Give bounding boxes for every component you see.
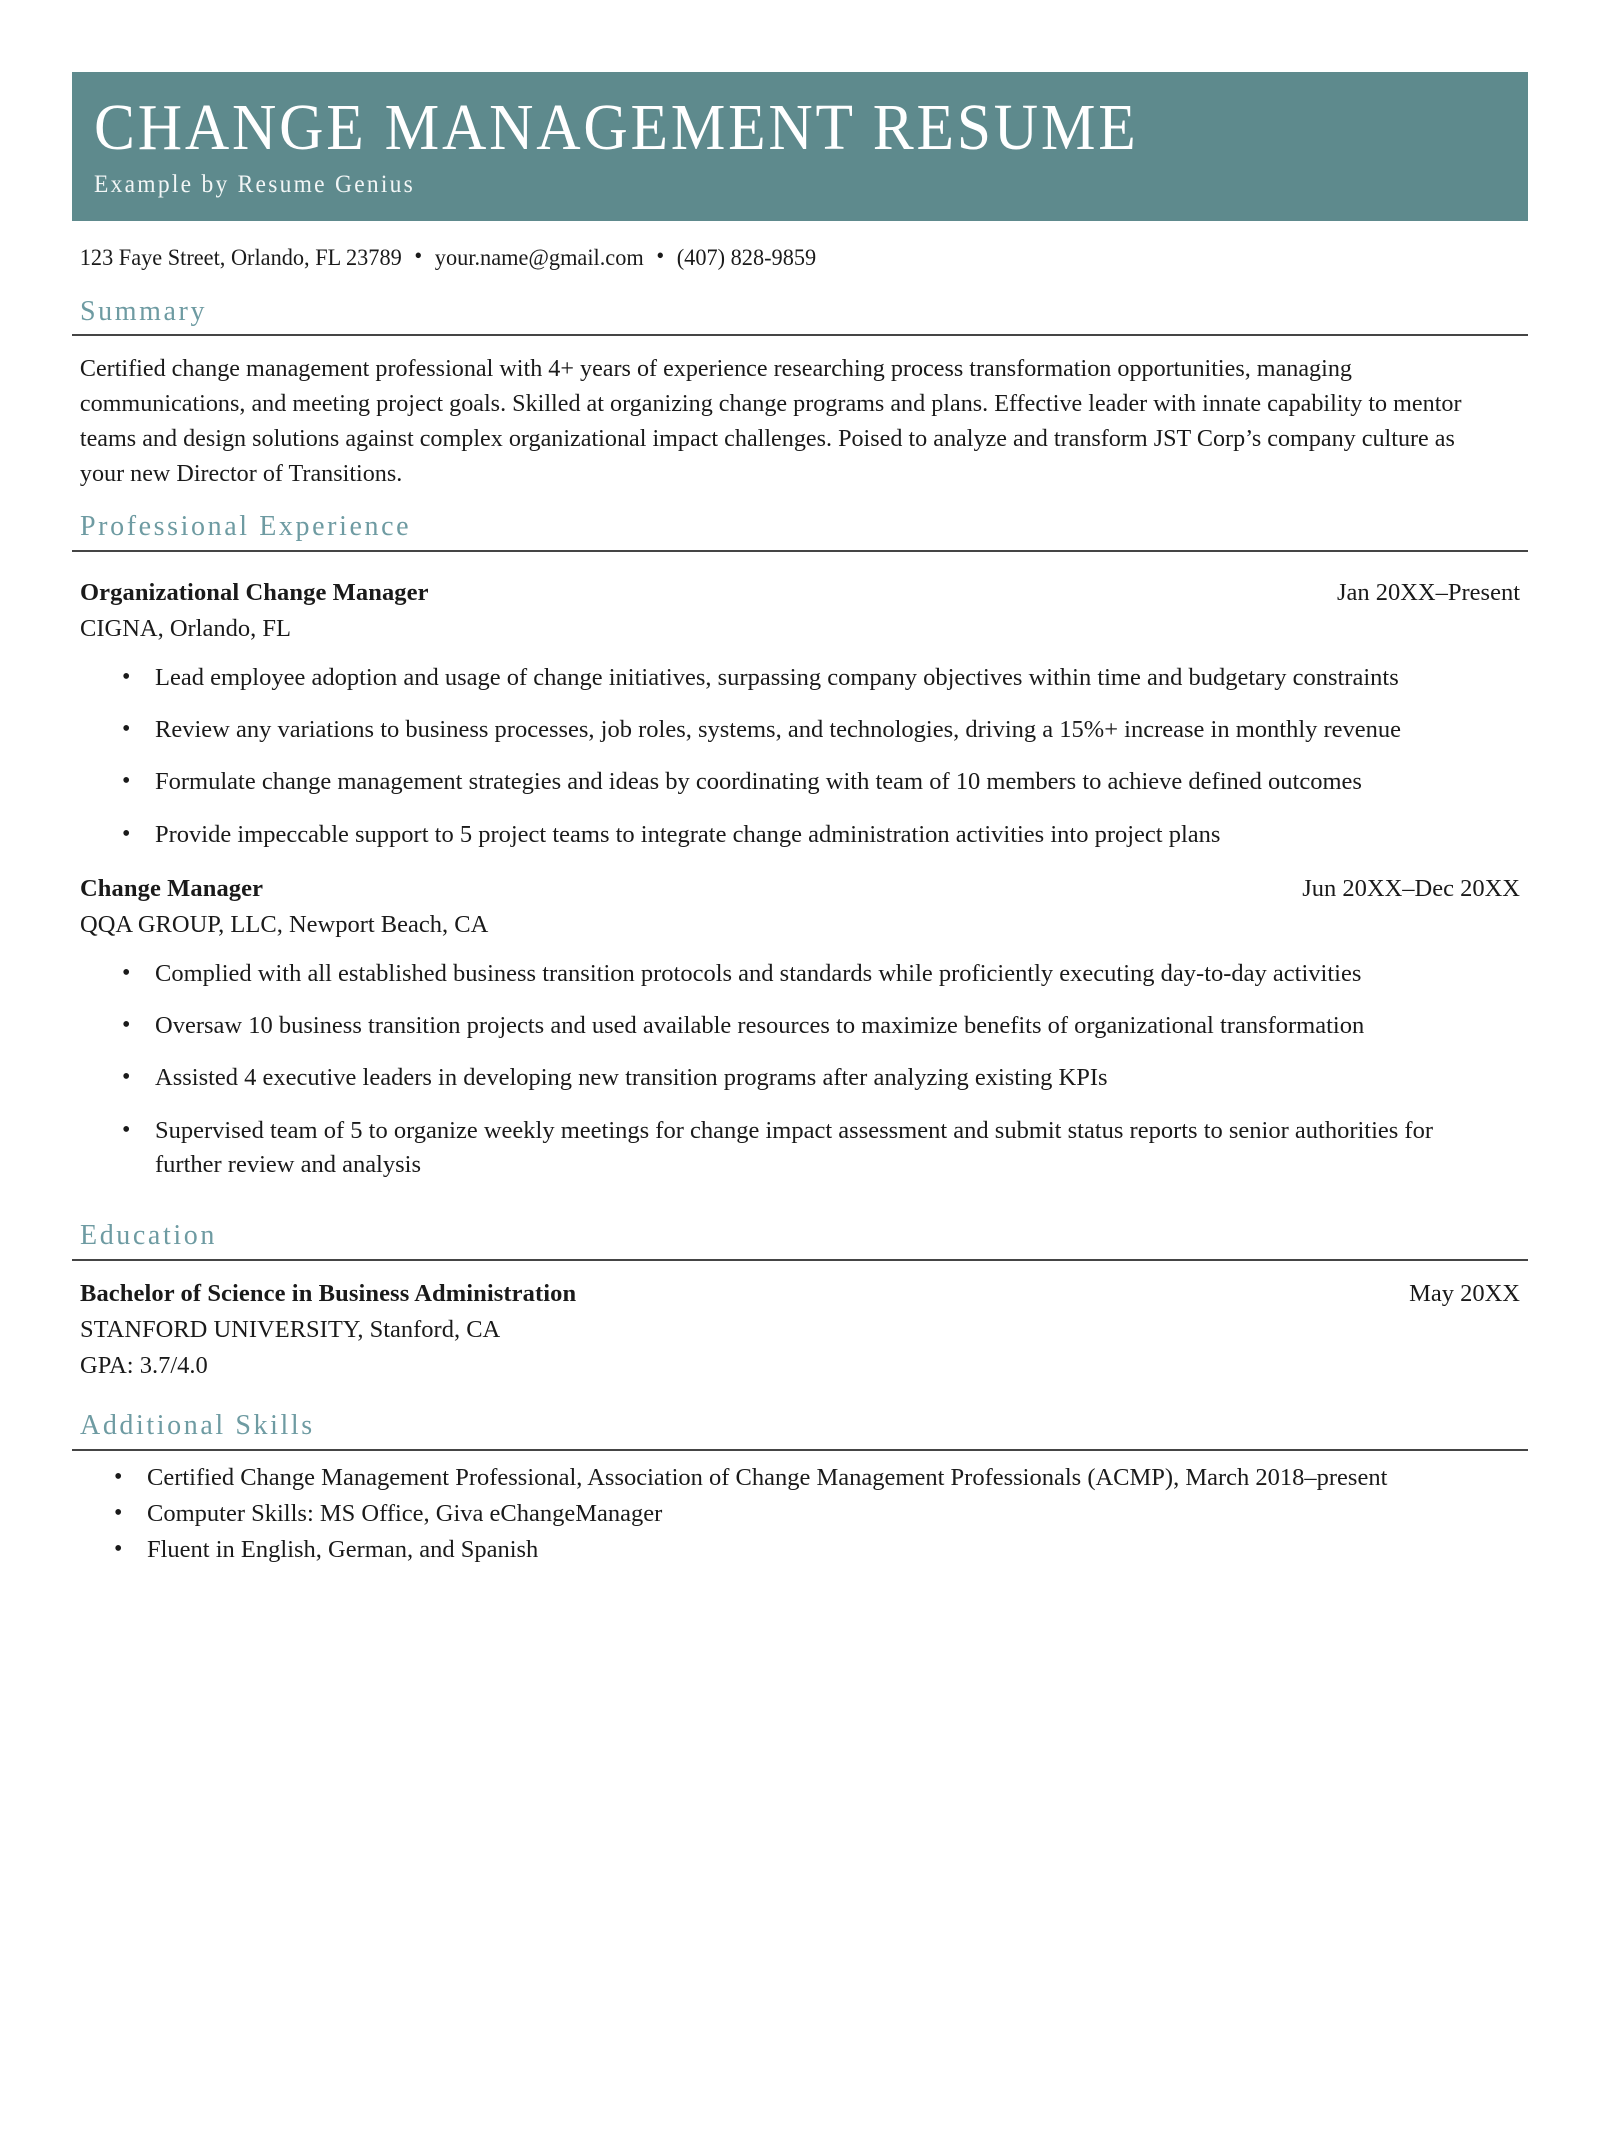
section-experience: [72, 499, 1528, 1182]
education-entry-header: [80, 1265, 1520, 1310]
skills-list: [72, 1461, 1528, 1568]
list-item: [72, 1497, 1528, 1531]
skill-text: • Fluent in English, German, and Spanish: [147, 1536, 539, 1564]
bullet-text: • Provide impeccable support to 5 project teams to integrate change administration activities into project plans: [155, 820, 1221, 848]
job-title: Change Manager: [80, 874, 264, 902]
job-organization: QQA GROUP, LLC, Newport Beach, CA: [80, 910, 489, 938]
section-rule-summary: [72, 334, 1528, 336]
list-item: [80, 1009, 1520, 1043]
section-heading-skills: Additional Skills: [80, 1410, 315, 1442]
education-entry: [72, 1265, 1528, 1385]
skill-text: • Computer Skills: MS Office, Giva eChangeManager: [147, 1499, 663, 1527]
list-item: [80, 1114, 1520, 1183]
section-heading-experience: Professional Experience: [80, 511, 412, 543]
section-rule-experience: [72, 550, 1528, 552]
skill-text: • Certified Change Management Professional, Association of Change Management Professionals (ACMP), March 2018–present: [147, 1463, 1388, 1491]
job-organization: CIGNA, Orlando, FL: [80, 614, 291, 642]
list-item: [80, 1061, 1520, 1095]
section-summary: [72, 284, 1528, 496]
school-name: STANFORD UNIVERSITY, Stanford, CA: [80, 1315, 501, 1343]
bullet-text: • Lead employee adoption and usage of change initiatives, surpassing company objectives within time and budgetary constraints: [155, 663, 1399, 691]
degree-title: Bachelor of Science in Business Administration: [80, 1279, 577, 1307]
section-rule-skills: [72, 1449, 1528, 1451]
resume-page: [0, 72, 1600, 2143]
job-bullet-list: [80, 957, 1520, 1182]
section-heading-education: Education: [80, 1220, 217, 1252]
section-heading-summary: Summary: [80, 295, 208, 327]
list-item: [80, 713, 1520, 747]
contact-separator-1: •: [414, 242, 423, 268]
contact-address: 123 Faye Street, Orlando, FL 23789: [79, 244, 402, 270]
experience-entry-header: [80, 852, 1520, 905]
bullet-text: • Formulate change management strategies and ideas by coordinating with team of 10 members to achieve defined outcomes: [155, 768, 1362, 796]
list-item: [80, 957, 1520, 991]
job-title: Organizational Change Manager: [80, 578, 429, 606]
bullet-text: • Review any variations to business processes, job roles, systems, and technologies, driving a 15%+ increase in monthly revenue: [155, 715, 1402, 743]
contact-line: [72, 221, 1484, 280]
list-item: [72, 1533, 1528, 1567]
contact-phone[interactable]: (407) 828-9859: [676, 244, 817, 270]
section-rule-education: [72, 1259, 1528, 1261]
bullet-text: • Oversaw 10 business transition projects and used available resources to maximize benefits of organizational transformation: [155, 1011, 1365, 1039]
job-date: Jun 20XX–Dec 20XX: [1302, 874, 1520, 902]
list-item: [72, 1461, 1528, 1495]
bullet-text: • Supervised team of 5 to organize weekly meetings for change impact assessment and submit status reports to senior authorities for further review and analysis: [155, 1116, 1433, 1178]
section-skills: [72, 1398, 1528, 1567]
job-date: Jan 20XX–Present: [1336, 578, 1520, 606]
summary-text: Certified change management professional with 4+ years of experience researching process transformation opportunities, managing communications, and meeting project goals. Skilled at organizing change programs and plans. Effective leader with innate capability to mentor teams and design solutions against complex organizational impact challenges. Poised to analyze and transform JST Corp’s company culture as your new Director of Transitions.: [79, 355, 1462, 487]
list-item: [80, 765, 1520, 799]
header-banner: [72, 72, 1528, 221]
bullet-text: • Complied with all established business transition protocols and standards while proficiently executing day-to-day activities: [155, 959, 1362, 987]
list-item: [80, 818, 1520, 852]
degree-date: May 20XX: [1409, 1279, 1520, 1307]
page-subtitle: Example by Resume Genius: [94, 171, 416, 199]
bullet-text: • Assisted 4 executive leaders in developing new transition programs after analyzing existing KPIs: [155, 1064, 1108, 1092]
job-bullet-list: [80, 661, 1520, 852]
gpa-value: GPA: 3.7/4.0: [80, 1352, 208, 1380]
page-title: CHANGE MANAGEMENT RESUME: [94, 91, 1139, 164]
experience-entry: [72, 556, 1528, 852]
experience-entry-header: [80, 556, 1520, 609]
section-education: [72, 1208, 1528, 1384]
list-item: [80, 661, 1520, 695]
resume-body: [72, 221, 1528, 1568]
contact-separator-2: •: [656, 242, 665, 268]
contact-email[interactable]: your.name@gmail.com: [434, 244, 644, 270]
experience-entry: [72, 852, 1528, 1182]
